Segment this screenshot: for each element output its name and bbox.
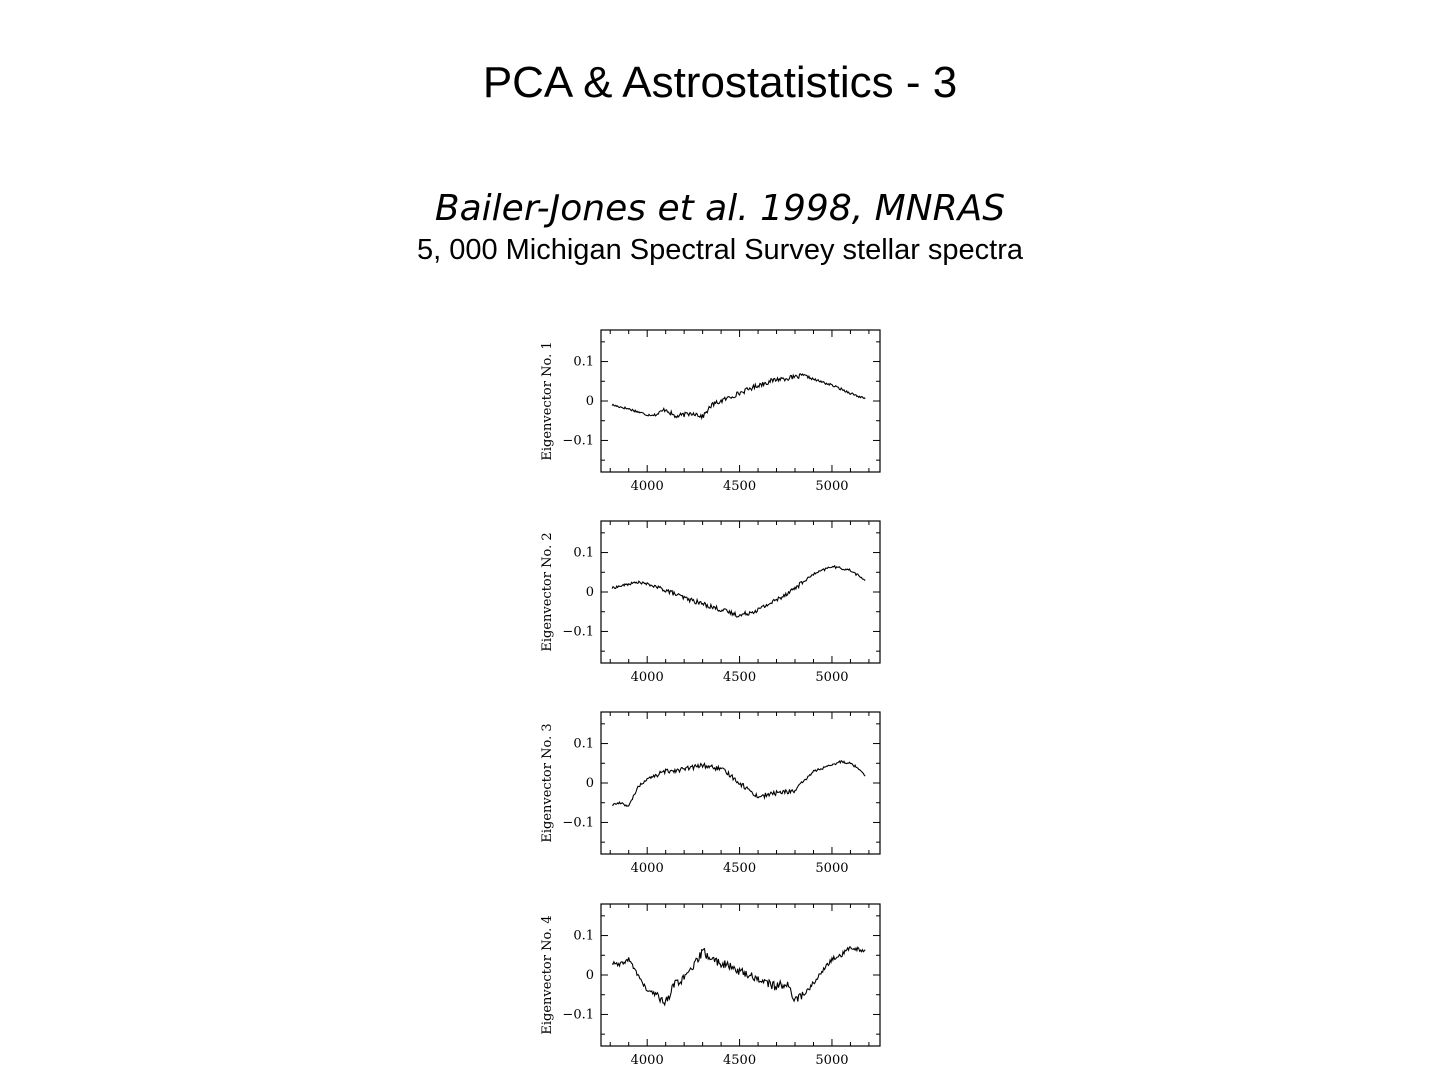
x-tick-label: 4000 bbox=[630, 479, 664, 494]
series-line bbox=[612, 566, 865, 617]
x-tick-label: 4500 bbox=[723, 1053, 757, 1068]
x-tick-label: 4000 bbox=[630, 861, 664, 876]
y-tick-label: 0.1 bbox=[573, 354, 594, 370]
eigenvector-panel-3 bbox=[540, 712, 880, 876]
y-tick-label: −0.1 bbox=[562, 624, 594, 640]
slide-title: PCA & Astrostatistics - 3 bbox=[482, 58, 958, 107]
y-tick-label: 0 bbox=[585, 394, 594, 409]
y-tick-label: 0.1 bbox=[573, 545, 594, 561]
y-axis-label: Eigenvector No. 2 bbox=[540, 532, 555, 652]
series-line bbox=[612, 374, 865, 418]
plot-frame bbox=[601, 330, 880, 472]
series-line bbox=[612, 947, 865, 1005]
series-line bbox=[612, 761, 865, 807]
y-axis-label: Eigenvector No. 3 bbox=[540, 723, 555, 843]
x-tick-label: 4000 bbox=[630, 670, 664, 685]
x-tick-label: 5000 bbox=[815, 670, 849, 685]
y-tick-label: 0.1 bbox=[573, 736, 594, 752]
plot-frame bbox=[601, 904, 880, 1046]
x-tick-label: 4500 bbox=[723, 670, 757, 685]
reference-citation: Bailer-Jones et al. 1998, MNRAS bbox=[434, 188, 1006, 229]
eigenvector-panel-2 bbox=[540, 521, 880, 685]
x-tick-label: 4000 bbox=[630, 1053, 664, 1068]
x-tick-label: 5000 bbox=[815, 861, 849, 876]
x-tick-label: 4500 bbox=[723, 479, 757, 494]
y-tick-label: 0 bbox=[585, 776, 594, 791]
slide-subtitle: 5, 000 Michigan Spectral Survey stellar spectra bbox=[416, 234, 1024, 266]
x-tick-label: 5000 bbox=[815, 1053, 849, 1068]
y-tick-label: −0.1 bbox=[562, 1007, 594, 1023]
plot-frame bbox=[601, 521, 880, 663]
y-axis-label: Eigenvector No. 1 bbox=[540, 341, 555, 461]
eigenvector-panel-1 bbox=[540, 330, 880, 494]
x-tick-label: 4500 bbox=[723, 861, 757, 876]
x-tick-label: 5000 bbox=[815, 479, 849, 494]
eigenvector-panel-4 bbox=[540, 904, 880, 1068]
y-axis-label: Eigenvector No. 4 bbox=[540, 915, 555, 1035]
y-tick-label: −0.1 bbox=[562, 433, 594, 449]
y-tick-label: 0.1 bbox=[573, 928, 594, 944]
y-tick-label: 0 bbox=[585, 585, 594, 600]
y-tick-label: 0 bbox=[585, 968, 594, 983]
y-tick-label: −0.1 bbox=[562, 815, 594, 831]
